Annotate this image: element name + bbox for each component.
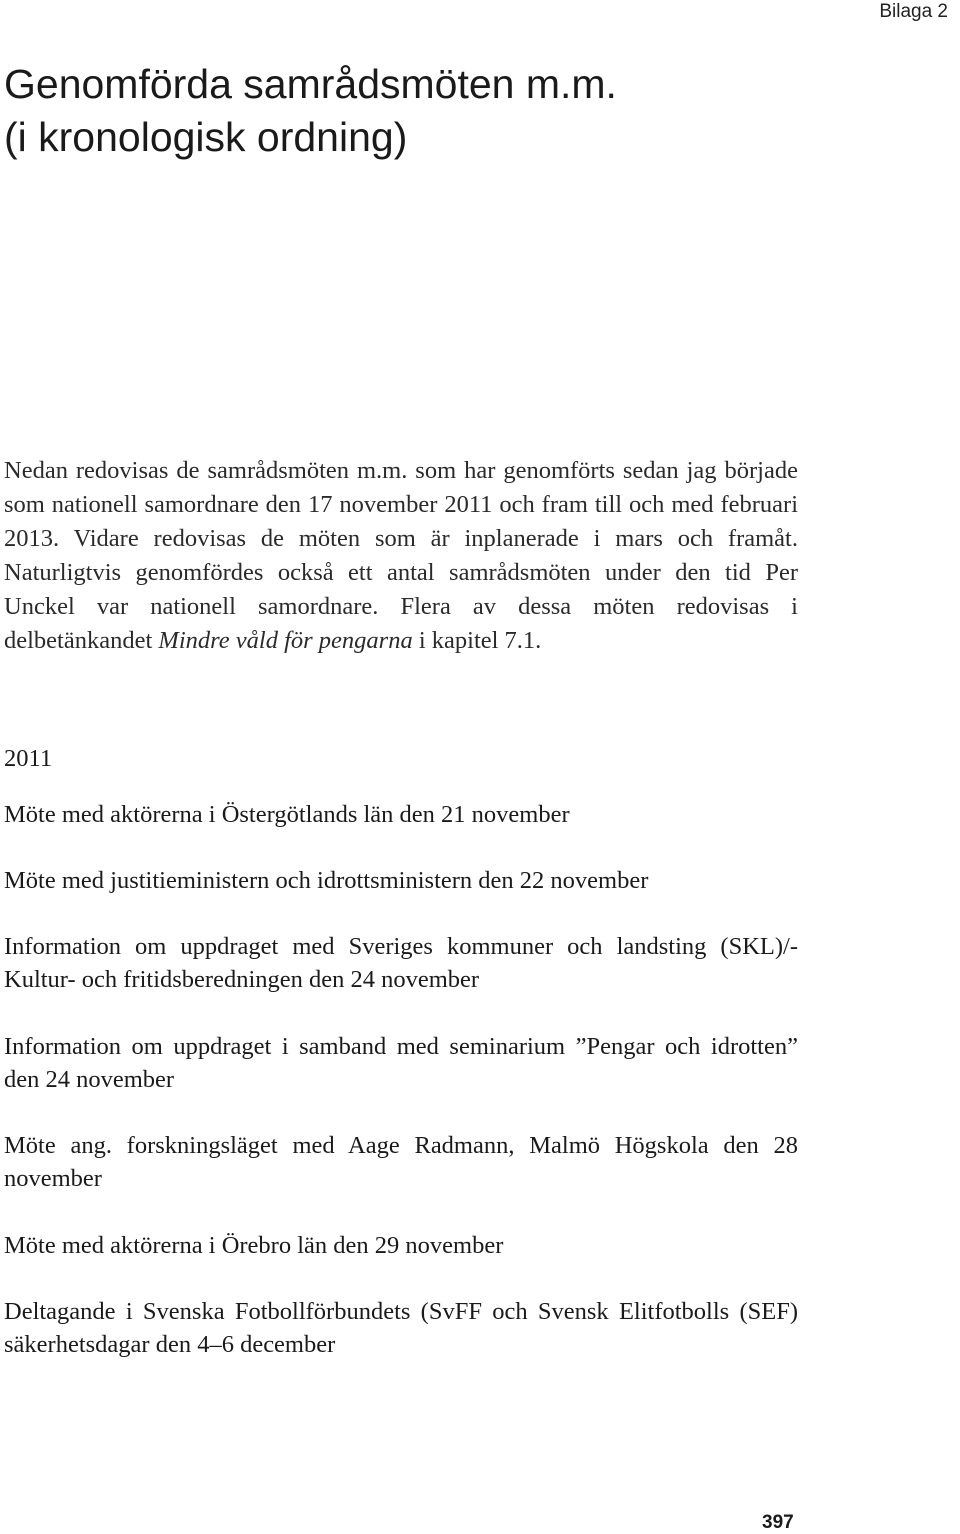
intro-paragraph — [4, 454, 798, 658]
page-number: 397 — [762, 1512, 794, 1533]
year-heading: 2011 — [4, 745, 53, 772]
meeting-entry: Möte ang. forskningsläget med Aage Radmann, Malmö Högskola den 28 november — [4, 1132, 798, 1192]
report-title-italic: Mindre våld för pengarna — [158, 627, 413, 654]
meeting-entry: Möte med aktörerna i Östergötlands län den 21 november — [4, 801, 570, 828]
page-title — [4, 58, 617, 164]
page-title-line-2: (i kronologisk ordning) — [4, 114, 408, 160]
meeting-entry: Möte med aktörerna i Örebro län den 29 november — [4, 1232, 504, 1259]
meeting-entry: Möte med justitieministern och idrottsministern den 22 november — [4, 867, 649, 894]
page-title-line-1: Genomförda samrådsmöten m.m. — [4, 61, 617, 107]
meeting-entry: Information om uppdraget i samband med seminarium ”Pengar och idrotten” den 24 november — [4, 1033, 798, 1093]
intro-text: Nedan redovisas de samrådsmöten m.m. som har genomförts sedan jag började som nationell samordnare den 17 november 2011 och fram till och med februari 2013. Vidare redovisas de möten som är inplanerade i mars och framåt. Naturligtvis genomfördes också ett antal samrådsmöten under den tid Per Unckel var nationell samordnare. Flera av dessa möten redovisas i delbetänkandet — [4, 457, 798, 654]
meeting-entry: Information om uppdraget med Sveriges kommuner och landsting (SKL)/-Kultur- och fritidsberedningen den 24 november — [4, 933, 798, 993]
intro-text-end: i kapitel 7.1. — [412, 627, 542, 654]
meeting-entry: Deltagande i Svenska Fotbollförbundets (SvFF och Svensk Elitfotbolls (SEF) säkerhetsdagar den 4–6 december — [4, 1298, 798, 1358]
appendix-label: Bilaga 2 — [879, 1, 948, 22]
